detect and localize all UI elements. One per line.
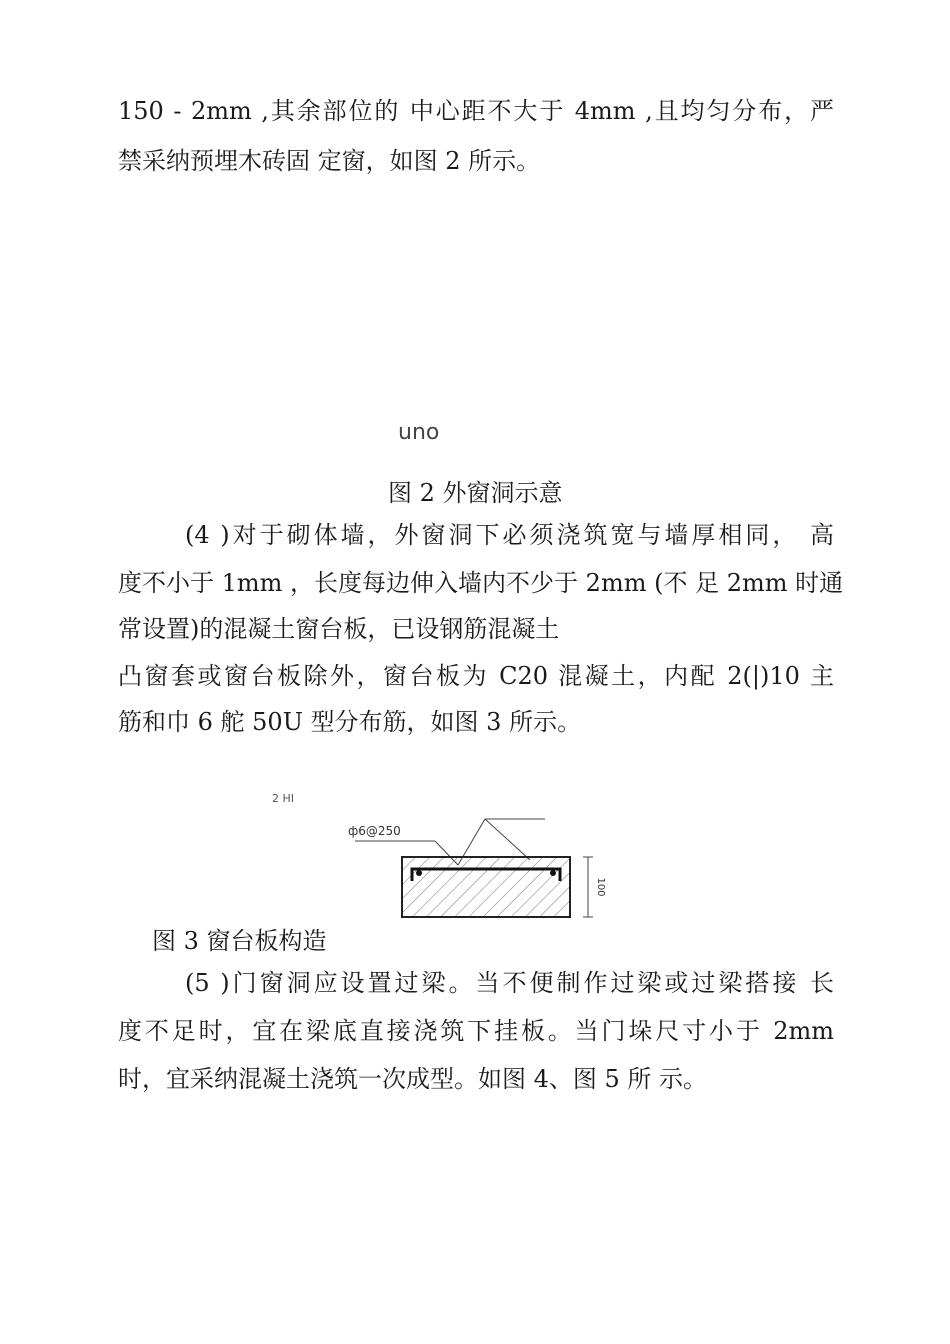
rebar-label: ф6@250 <box>348 824 401 838</box>
paragraph-5-line-3: 时，宜采纳混凝土浇筑一次成型。如图 4、图 5 所 示。 <box>118 1065 708 1093</box>
figure-2-caption: 图 2 外窗洞示意 <box>388 479 563 507</box>
figure-3-window-sill-diagram <box>340 805 610 925</box>
leader-line <box>485 819 530 860</box>
main-bar-left <box>416 870 422 876</box>
dimension-label: 100 <box>595 877 606 897</box>
paragraph-top-line-2: 禁采纳预埋木砖固 定窗，如图 2 所示。 <box>118 147 541 175</box>
paragraph-5-line-1: (5 )门窗洞应设置过梁。当不便制作过梁或过梁搭接 长 <box>185 969 834 997</box>
paragraph-4-line-2: 度不小于 1mm ，长度每边伸入墙内不少于 2mm (不 足 2mm 时通 <box>118 569 844 597</box>
paragraph-5-line-2: 度不足时，宜在梁底直接浇筑下挂板。当门垛尺寸小于 2mm <box>118 1017 834 1045</box>
main-bar-right <box>550 870 556 876</box>
paragraph-top-line-1: 150 - 2mm ,其余部位的 中心距不大于 4mm ,且均匀分布，严 <box>118 97 834 125</box>
paragraph-4-line-5: 筋和巾 6 舵 50U 型分布筋，如图 3 所示。 <box>118 708 582 736</box>
paragraph-4-line-3: 常设置)的混凝土窗台板，已设钢筋混凝土 <box>118 615 560 643</box>
paragraph-4-line-1: (4 )对于砌体墙，外窗洞下必须浇筑宽与墙厚相同， 高 <box>185 521 834 549</box>
figure-3-caption: 图 3 窗台板构造 <box>152 927 327 955</box>
sill-slab <box>402 857 570 917</box>
figure-2-placeholder: uno <box>398 420 440 445</box>
paragraph-4-line-4: 凸窗套或窗台板除外，窗台板为 C20 混凝土，内配 2(|)10 主 <box>118 662 834 690</box>
figure-3-corner-label: 2 HI <box>272 792 295 805</box>
